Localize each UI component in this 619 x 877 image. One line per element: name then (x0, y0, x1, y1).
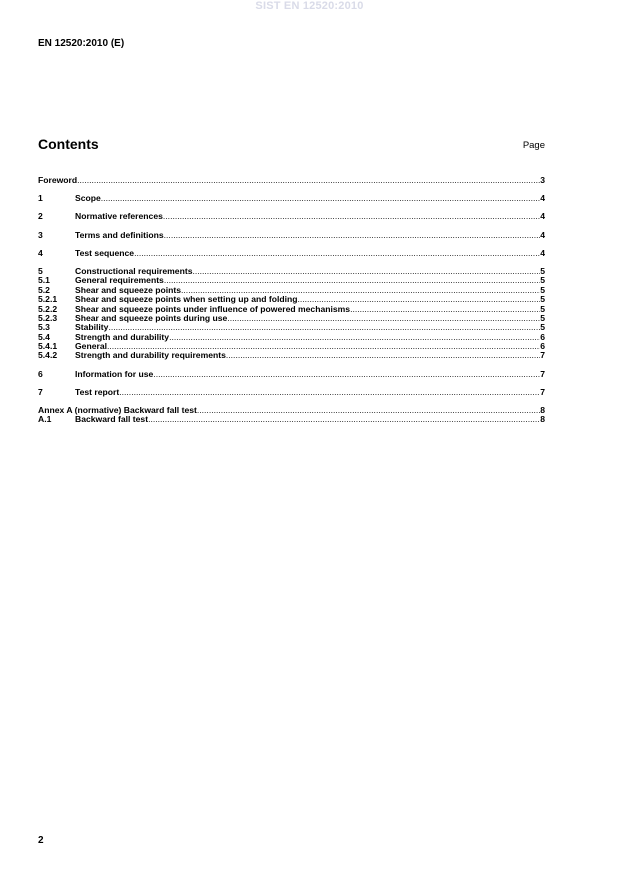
toc-entry-title: Shear and squeeze points during use (75, 312, 228, 323)
toc-entry-title: General (75, 341, 108, 352)
toc-dot-leader (77, 176, 540, 185)
toc-entry-page: 5 (540, 312, 545, 323)
toc-entry-number: 5.1 (38, 275, 50, 286)
toc-entry-page: 3 (540, 175, 545, 185)
page-number: 2 (38, 835, 44, 846)
toc-entry[interactable] (38, 370, 545, 379)
toc-dot-leader (119, 388, 540, 397)
toc-entry-page: 5 (540, 284, 545, 295)
toc-entry-number: 5.2.2 (38, 303, 58, 314)
toc-entry-page: 8 (540, 414, 545, 425)
toc-entry-number: 5.2 (38, 284, 50, 295)
toc-dot-leader (164, 276, 540, 285)
toc-entry[interactable] (38, 176, 545, 185)
toc-entry-title: Normative references (75, 211, 163, 222)
toc-entry-page: 4 (540, 247, 545, 258)
toc-entry[interactable] (38, 351, 545, 360)
toc-entry-title: Shear and squeeze points under influence of powered mechanisms (75, 303, 351, 314)
toc-entry-page: 5 (540, 265, 545, 276)
toc-entry-page: 8 (540, 405, 545, 416)
toc-dot-leader (226, 351, 540, 360)
toc-entry-page: 4 (540, 193, 545, 204)
toc-dot-leader (164, 231, 541, 240)
toc-entry-page: 4 (540, 229, 545, 240)
toc-entry-number: 7 (38, 386, 43, 397)
toc-entry-title: Backward fall test (75, 414, 149, 425)
toc-entry-title: Information for use (75, 368, 154, 379)
toc-entry-number: 5.4.1 (38, 341, 58, 352)
toc-entry-number: 5.4 (38, 331, 50, 342)
toc-entry-page: 5 (540, 275, 545, 286)
toc-dot-leader (192, 267, 540, 276)
toc-entry-number: 3 (38, 229, 43, 240)
toc-dot-leader (134, 249, 540, 258)
toc-entry-page: 4 (540, 211, 545, 222)
toc-entry-title: General requirements (75, 275, 164, 286)
toc-entry-title: Constructional requirements (75, 265, 193, 276)
document-id: EN 12520:2010 (E) (38, 38, 125, 49)
toc-entry[interactable] (38, 388, 545, 397)
toc-entry-number: 5.4.2 (38, 350, 58, 361)
toc-entry[interactable] (38, 194, 545, 203)
toc-entry[interactable] (38, 333, 545, 342)
toc-entry-page: 5 (540, 303, 545, 314)
toc-entry-title: Test report (75, 386, 120, 397)
toc-dot-leader (108, 323, 540, 332)
toc-entry-number: 5.3 (38, 322, 50, 333)
toc-entry-page: 7 (540, 350, 545, 361)
toc-entry-title: Annex A (normative) Backward fall test (38, 405, 197, 416)
toc-entry-page: 6 (540, 331, 545, 342)
table-of-contents (38, 176, 545, 425)
toc-dot-leader (101, 194, 540, 203)
toc-entry-title: Foreword (38, 175, 78, 185)
toc-entry-number: 4 (38, 247, 43, 258)
toc-dot-leader (153, 370, 540, 379)
toc-entry[interactable] (38, 249, 545, 258)
toc-entry-title: Strength and durability requirements (75, 350, 226, 361)
toc-dot-leader (148, 415, 540, 424)
page-column-label: Page (522, 140, 545, 151)
toc-entry-number: 2 (38, 211, 43, 222)
toc-entry-number: 5.2.1 (38, 294, 58, 305)
toc-entry-title: Shear and squeeze points (75, 284, 182, 295)
contents-heading: Contents (38, 136, 99, 152)
toc-entry-title: Strength and durability (75, 331, 170, 342)
toc-entry-number: A.1 (38, 414, 52, 425)
watermark: SIST EN 12520:2010 (255, 0, 364, 12)
toc-entry-title: Test sequence (75, 247, 135, 258)
toc-entry-title: Shear and squeeze points when setting up and folding (75, 294, 298, 305)
toc-entry-number: 5.2.3 (38, 312, 58, 323)
toc-entry-page: 7 (540, 368, 545, 379)
toc-dot-leader (169, 333, 540, 342)
toc-entry-number: 5 (38, 265, 43, 276)
toc-entry[interactable] (38, 415, 545, 424)
toc-entry[interactable] (38, 314, 545, 323)
toc-entry-page: 5 (540, 294, 545, 305)
toc-dot-leader (350, 305, 540, 314)
toc-entry[interactable] (38, 231, 545, 240)
toc-entry-number: 6 (38, 368, 43, 379)
toc-entry-title: Stability (75, 322, 109, 333)
toc-entry-number: 1 (38, 193, 43, 204)
toc-entry-title: Scope (75, 193, 101, 204)
toc-entry-page: 7 (540, 386, 545, 397)
toc-entry-title: Terms and definitions (75, 229, 164, 240)
toc-entry[interactable] (38, 212, 545, 221)
toc-entry-page: 6 (540, 341, 545, 352)
toc-dot-leader (227, 314, 540, 323)
toc-dot-leader (163, 212, 540, 221)
toc-dot-leader (197, 406, 540, 415)
toc-entry-page: 5 (540, 322, 545, 333)
